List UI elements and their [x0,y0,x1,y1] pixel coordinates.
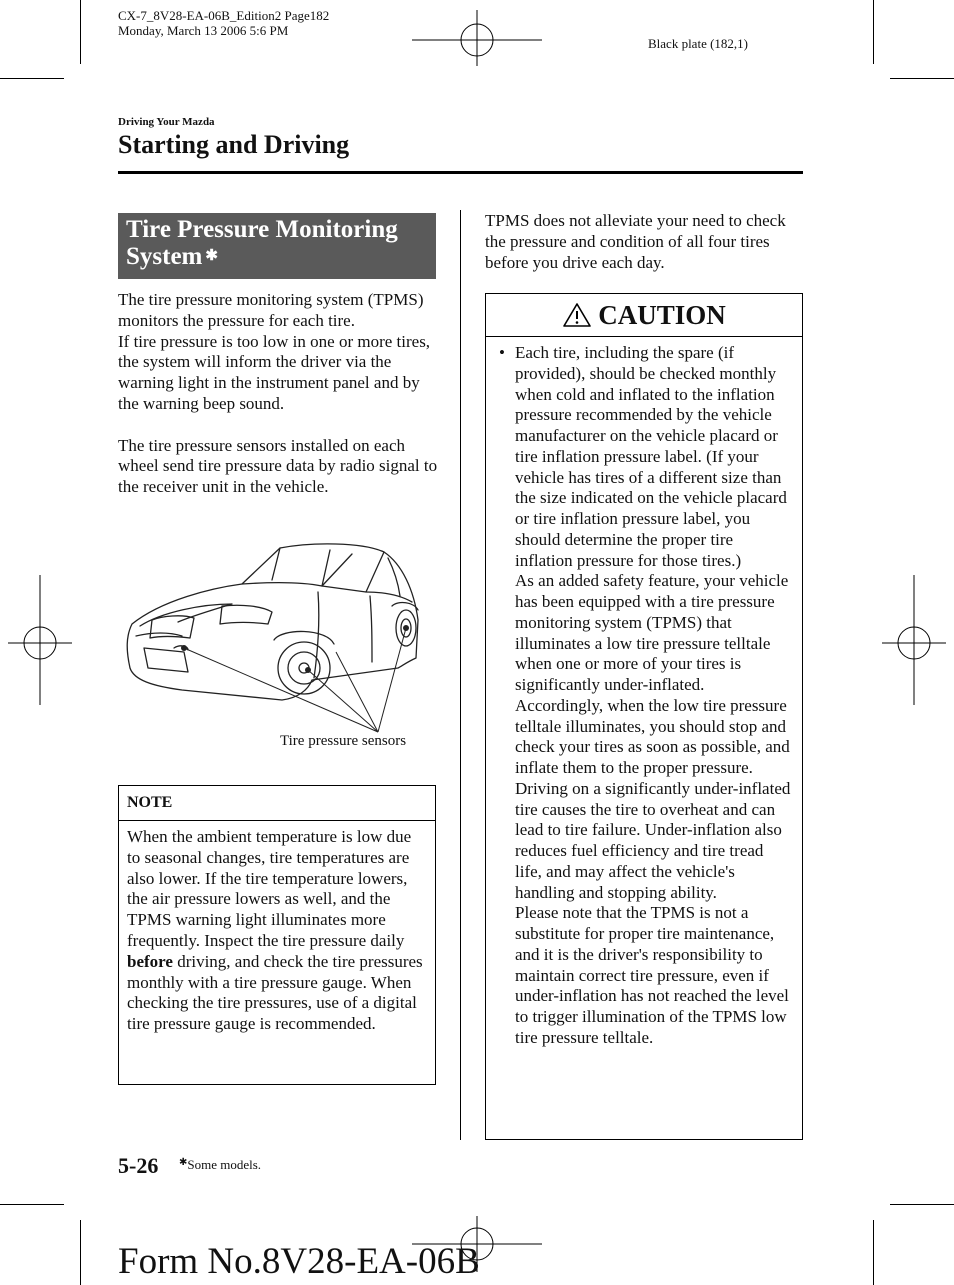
intro-paragraph: The tire pressure monitoring system (TPMS) monitors the pressure for each tire. [118,290,424,330]
section-heading [118,213,436,279]
section-label: Driving Your Mazda [118,116,215,128]
crop-mark [0,78,64,79]
figure-caption: Tire pressure sensors [280,733,407,749]
print-info-date: Monday, March 13 2006 5:6 PM [118,23,289,38]
footnote-text: Some models. [187,1157,262,1172]
car-illustration [122,540,422,740]
print-info [118,8,329,38]
crop-mark [80,1220,81,1285]
section-heading-line2 [126,243,428,270]
caution-paragraph: Each tire, including the spare (if provided), should be checked monthly when cold and inflated to the inflation pressure recommended by the vehicle manufacturer on the vehicle placard or tire inflation pressure label. (If your vehicle has tires of a different size than the size indicated on the vehicle placard or tire inflation pressure label, you should determine the proper tire inflation pressure for those tires.) [515,343,787,570]
section-heading-system: System [126,243,203,270]
page-title: Starting and Driving [118,130,350,159]
column-divider [460,210,461,1140]
warning-icon [562,302,592,328]
note-emphasis: before [127,951,173,971]
note-box [118,785,436,1085]
caution-body [486,337,802,1049]
note-body [119,821,435,1041]
crop-mark [0,1204,64,1205]
intro-paragraph: If tire pressure is too low in one or more tires, the system will inform the driver via the warning light in the instrument panel and by the warning beep sound. [118,331,431,413]
note-title: NOTE [119,786,435,821]
print-info-file: CX-7_8V28-EA-06B_Edition2 Page182 [118,8,330,23]
registration-mark-top [412,10,542,66]
caution-box [485,293,803,1140]
section-heading-line1: Tire Pressure Monitoring [126,216,398,243]
title-rule [118,171,803,174]
crop-mark [873,1220,874,1285]
caution-paragraph: Please note that the TPMS is not a substitute for proper tire maintenance, and it is the driver's responsibility to maintain correct tire pressure, even if under-inflation has not reached the level to trigger illumination of the TPMS low tire pressure telltale. [515,903,789,1047]
right-intro-text: TPMS does not alleviate your need to check the pressure and condition of all four tires before you drive each day. [485,211,786,272]
crop-mark [873,0,874,64]
registration-mark-right [882,575,946,705]
plate-label: Black plate (182,1) [648,36,748,51]
asterisk-icon: ✱ [205,248,218,264]
caution-paragraph: As an added safety feature, your vehicle has been equipped with a tire pressure monitoring system (TPMS) that illuminates a low tire pressure telltale when one or more of your tires is significantly under-inflated. Accordingly, when the low tire pressure telltale illuminates, you should stop and check your tires as soon as possible, and inflate them to the proper pressure. Driving on a significantly under-inflated tire causes the tire to overheat and can lead to tire failure. Under-inflation also reduces fuel efficiency and tire tread life, and may affect the vehicle's handling and stopping ability. [515,571,791,902]
crop-mark [80,0,81,64]
crop-mark [890,78,954,79]
registration-mark-left [8,575,72,705]
intro-text [118,290,438,498]
caution-header [486,294,802,337]
bullet-icon: • [499,343,505,362]
footnote [179,1157,261,1173]
crop-mark [890,1204,954,1205]
caution-title: CAUTION [598,299,726,330]
intro-paragraph: The tire pressure sensors installed on each wheel send tire pressure data by radio signal to the receiver unit in the vehicle. [118,435,438,497]
note-text: When the ambient temperature is low due to seasonal changes, tire temperatures are also lower. If the tire temperature lowers, the air pressure lowers as well, and the TPMS warning light illuminates more frequently. Inspect the tire pressure daily [127,827,412,950]
form-number: Form No.8V28-EA-06B [118,1241,480,1282]
asterisk-icon: ✱ [179,1157,188,1168]
note-text: driving, and check the tire pressures monthly with a tire pressure gauge. When checking the tire pressures, use of a digital tire pressure gauge is recommended. [127,951,423,1034]
page-number: 5-26 [118,1153,159,1178]
